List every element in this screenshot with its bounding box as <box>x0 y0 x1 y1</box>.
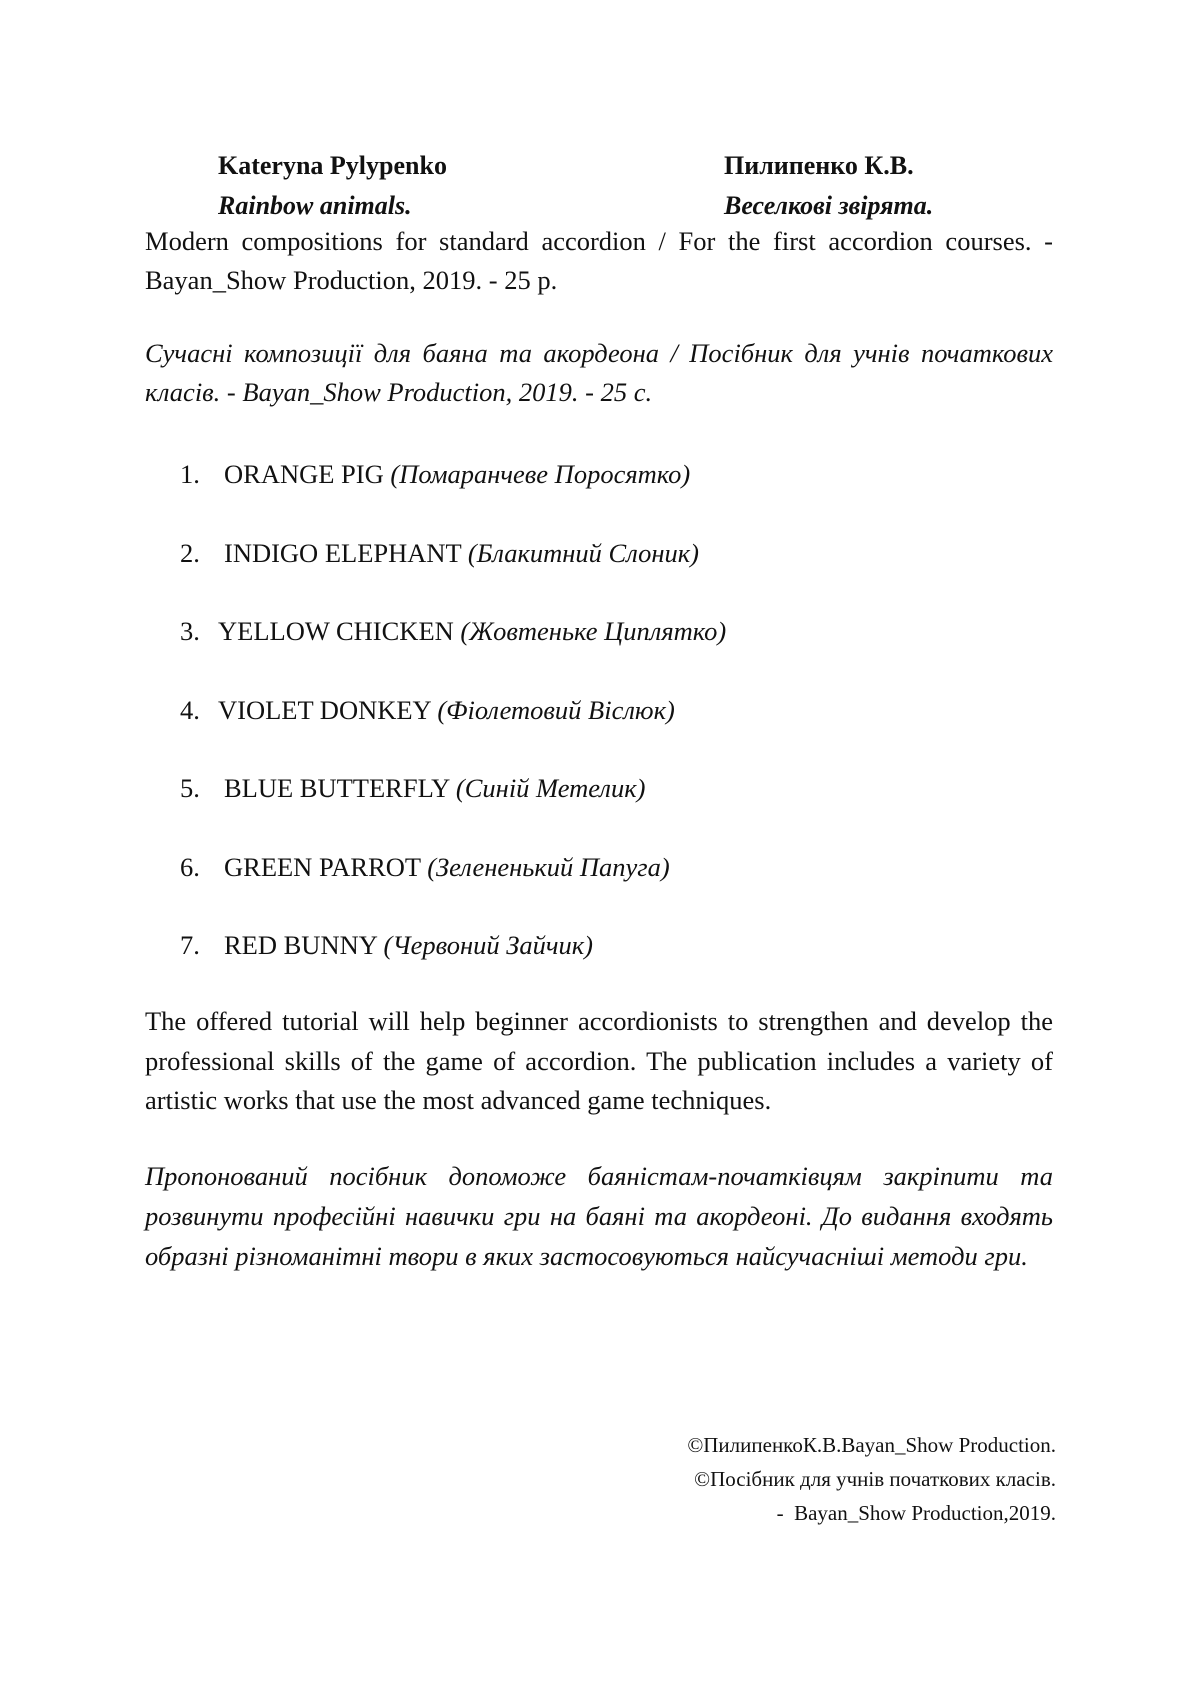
list-item <box>180 456 690 492</box>
list-item <box>180 613 726 649</box>
book-title-ua: Веселкові звірята. <box>724 191 934 220</box>
header-ukrainian <box>724 146 933 226</box>
list-item-title-ua: (Червоний Зайчик) <box>383 930 594 960</box>
description-ukrainian: Пропонований посібник допоможе баяністам-початківцям закріпити та розвинути професійні навички гри на баяні та акордеоні. До видання входять образні різноманітні твори в яких застосовуються найсучасніші методи гри. <box>145 1161 1053 1271</box>
header-english <box>218 146 447 226</box>
copyright-line: ©ПилипенкоК.В.Bayan_Show Production. <box>687 1433 1056 1457</box>
list-item <box>180 927 593 963</box>
intro-english: Modern compositions for standard accordion / For the first accordion courses. - Bayan_Show Production, 2019. - 25 p. <box>145 226 1053 295</box>
copyright-line: ©Посібник для учнів початкових класів. <box>694 1467 1056 1491</box>
copyright-line: - Bayan_Show Production,2019. <box>776 1501 1056 1525</box>
list-item-title-en: INDIGO ELEPHANT <box>224 538 462 568</box>
list-item-number: 2. <box>180 538 200 568</box>
list-item-title-ua: (Блакитний Слоник) <box>467 538 699 568</box>
author-name-ua: Пилипенко К.В. <box>724 151 914 180</box>
list-item-title-en: YELLOW CHICKEN <box>218 616 454 646</box>
description-english: The offered tutorial will help beginner accordionists to strengthen and develop the professional skills of the game of accordion. The publication includes a variety of artistic works that use the most advanced game techniques. <box>145 1006 1053 1115</box>
list-item-number: 3. <box>180 616 200 646</box>
list-item-title-ua: (Жовтеньке Циплятко) <box>460 616 727 646</box>
list-item-number: 4. <box>180 695 200 725</box>
list-item-title-ua: (Помаранчеве Поросятко) <box>390 459 691 489</box>
copyright-block <box>687 1428 1056 1530</box>
list-item-title-ua: (Зелененький Папуга) <box>427 852 670 882</box>
list-item-title-en: VIOLET DONKEY <box>218 695 431 725</box>
list-item <box>180 770 645 806</box>
list-item-number: 5. <box>180 773 200 803</box>
list-item-number: 1. <box>180 459 200 489</box>
list-item-number: 7. <box>180 930 200 960</box>
book-title-en: Rainbow animals. <box>218 191 412 220</box>
list-item <box>180 692 675 728</box>
author-name-en: Kateryna Pylypenko <box>218 151 447 180</box>
list-item-title-en: ORANGE PIG <box>224 459 384 489</box>
list-item-title-ua: (Синій Метелик) <box>455 773 646 803</box>
list-item <box>180 535 699 571</box>
list-item-title-en: RED BUNNY <box>224 930 377 960</box>
list-item-number: 6. <box>180 852 200 882</box>
list-item <box>180 849 670 885</box>
list-item-title-en: GREEN PARROT <box>224 852 421 882</box>
list-item-title-en: BLUE BUTTERFLY <box>224 773 450 803</box>
intro-ukrainian: Сучасні композиції для баяна та акордеона / Посібник для учнів початкових класів. - Bayan_Show Production, 2019. - 25 с. <box>145 338 1053 407</box>
list-item-title-ua: (Фіолетовий Віслюк) <box>437 695 675 725</box>
